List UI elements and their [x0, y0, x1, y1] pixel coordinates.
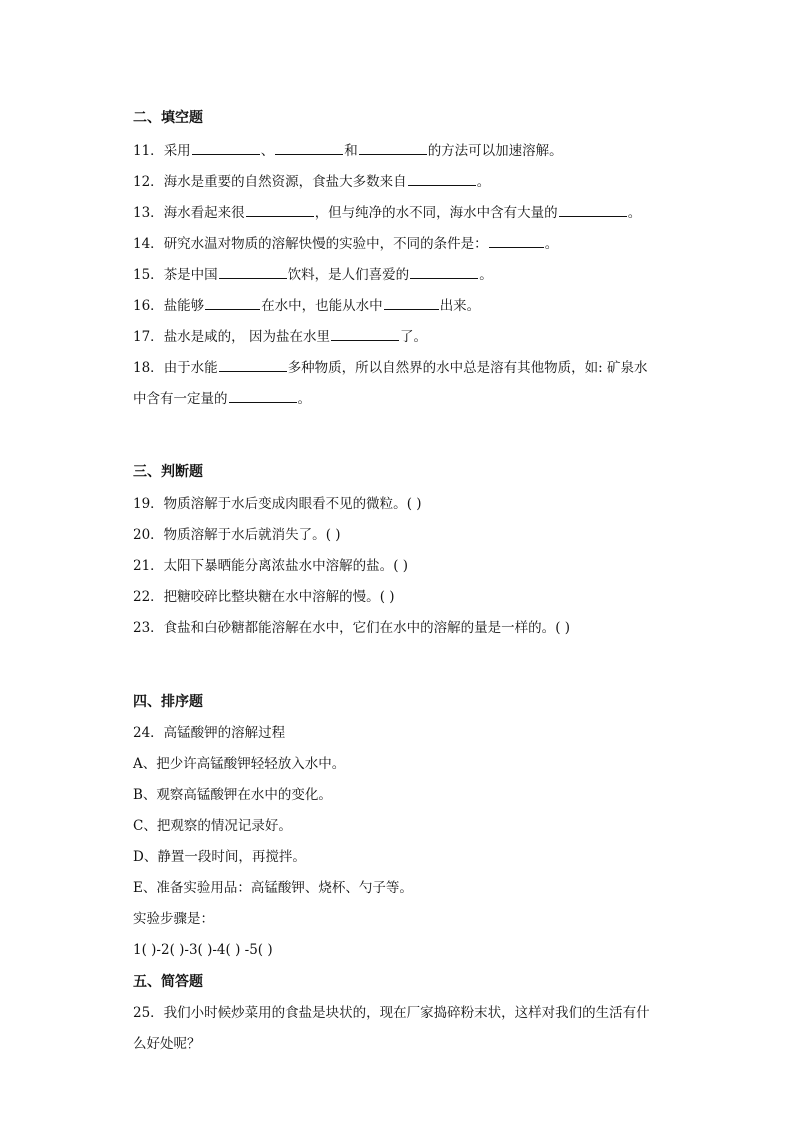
- option-e: E、准备实验用品：高锰酸钾、烧杯、勺子等。: [133, 880, 413, 896]
- question-18-continued: [133, 388, 673, 409]
- question-number: 14．: [133, 236, 164, 252]
- question-15: [133, 264, 673, 285]
- section-heading-order: 四、排序题: [133, 694, 203, 710]
- answer-parentheses[interactable]: ( ): [406, 496, 422, 512]
- question-text: 研究水温对物质的溶解快慢的实验中，不同的条件是：: [163, 236, 488, 252]
- question-text: 、: [260, 143, 275, 159]
- question-text: 海水看起来很: [163, 205, 245, 221]
- question-14: [133, 233, 673, 254]
- question-21: [133, 556, 673, 576]
- question-19: [133, 494, 673, 514]
- question-number: 12．: [133, 174, 164, 190]
- question-20: [133, 525, 673, 545]
- answer-parentheses[interactable]: ( ): [555, 620, 571, 636]
- question-text: 和: [344, 143, 358, 159]
- question-text: 由于水能: [163, 360, 218, 376]
- question-text: 盐能够: [163, 298, 205, 314]
- question-number: 13．: [133, 205, 164, 221]
- question-text: 。: [297, 391, 311, 407]
- option-a: A、把少许高锰酸钾轻轻放入水中。: [133, 756, 346, 772]
- answer-blank[interactable]: [219, 357, 287, 372]
- question-text: 20．物质溶解于水后就消失了。: [133, 527, 326, 543]
- question-text: 饮料，是人们喜爱的: [287, 267, 410, 283]
- question-text: 中含有一定量的: [133, 391, 228, 407]
- section-heading-judge: 三、判断题: [133, 464, 203, 480]
- question-number: 17．: [133, 329, 164, 345]
- question-22: [133, 587, 673, 607]
- option-b: B、观察高锰酸钾在水中的变化。: [133, 787, 332, 803]
- option-d: D、静置一段时间，再搅拌。: [133, 849, 306, 865]
- answer-blank[interactable]: [246, 202, 314, 217]
- section-heading-short: 五、简答题: [133, 974, 203, 990]
- question-13: [133, 202, 673, 223]
- question-text: 。: [476, 174, 491, 190]
- question-11: [133, 140, 673, 161]
- question-text: 盐水是咸的， 因为盐在水里: [163, 329, 330, 345]
- question-text: 。: [544, 236, 559, 252]
- answer-blank[interactable]: [489, 233, 544, 248]
- steps-answer[interactable]: 1( )-2( )-3( )-4( ) -5( ): [133, 942, 273, 958]
- question-23: [133, 618, 673, 638]
- question-24: 24．高锰酸钾的溶解过程: [133, 725, 286, 741]
- question-text: 。: [479, 267, 493, 283]
- question-text: 出来。: [439, 298, 481, 314]
- question-text: 19．物质溶解于水后变成肉眼看不见的微粒。: [133, 496, 407, 512]
- question-text: 海水是重要的自然资源，食盐大多数来自: [163, 174, 407, 190]
- section-heading-fill: 二、填空题: [133, 110, 203, 126]
- question-text: 的方法可以加速溶解。: [427, 143, 563, 159]
- answer-blank[interactable]: [219, 264, 287, 279]
- question-25-continued: 么好处呢？: [133, 1036, 201, 1052]
- steps-label: 实验步骤是：: [133, 911, 214, 927]
- question-number: 16．: [133, 298, 164, 314]
- question-text: 23．食盐和白砂糖都能溶解在水中，它们在水中的溶解的量是一样的。: [133, 620, 556, 636]
- question-text: 茶是中国: [163, 267, 218, 283]
- answer-blank[interactable]: [192, 140, 260, 155]
- answer-blank[interactable]: [359, 140, 427, 155]
- answer-parentheses[interactable]: ( ): [379, 589, 395, 605]
- question-number: 15．: [133, 267, 164, 283]
- answer-blank[interactable]: [559, 202, 627, 217]
- question-text: 采用: [163, 143, 191, 159]
- question-number: 18．: [133, 360, 164, 376]
- question-number: 11．: [133, 143, 164, 159]
- question-25: 25．我们小时候炒菜用的食盐是块状的，现在厂家捣碎粉末状，这样对我们的生活有什: [133, 1005, 650, 1021]
- option-c: C、把观察的情况记录好。: [133, 818, 292, 834]
- answer-blank[interactable]: [384, 295, 439, 310]
- question-text: ，但与纯净的水不同，海水中含有大量的: [314, 205, 558, 221]
- question-18: [133, 357, 673, 378]
- answer-parentheses[interactable]: ( ): [393, 558, 409, 574]
- question-text: 了。: [399, 329, 427, 345]
- question-17: [133, 326, 673, 347]
- question-text: 多种物质，所以自然界的水中总是溶有其他物质，如: 矿泉水: [287, 360, 648, 376]
- question-16: [133, 295, 673, 316]
- answer-blank[interactable]: [410, 264, 478, 279]
- answer-blank[interactable]: [205, 295, 260, 310]
- question-text: 22．把糖咬碎比整块糖在水中溶解的慢。: [133, 589, 380, 605]
- question-text: 21．太阳下暴晒能分离浓盐水中溶解的盐。: [133, 558, 394, 574]
- question-text: 。: [627, 205, 642, 221]
- answer-blank[interactable]: [275, 140, 343, 155]
- question-12: [133, 171, 673, 192]
- answer-blank[interactable]: [408, 171, 476, 186]
- answer-blank[interactable]: [229, 388, 297, 403]
- answer-blank[interactable]: [331, 326, 399, 341]
- question-text: 在水中，也能从水中: [261, 298, 383, 314]
- answer-parentheses[interactable]: ( ): [325, 527, 341, 543]
